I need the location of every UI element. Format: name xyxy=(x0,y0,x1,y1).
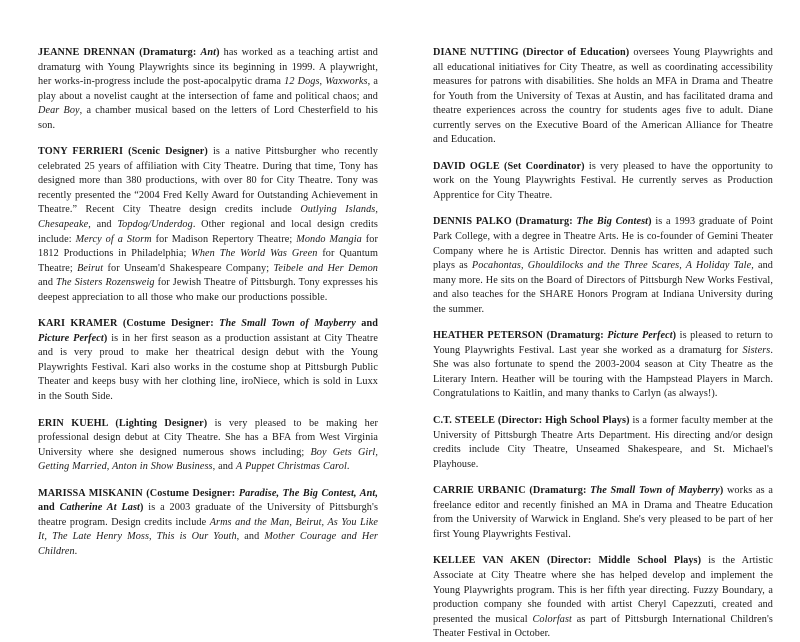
bio-text-run: and xyxy=(38,502,60,514)
bio-name-heading: DIANE NUTTING (Director of Education) xyxy=(433,47,630,58)
bio-text-run: Pocahontas, Ghouldilocks and the Three Scares, A Holiday Tale, xyxy=(471,260,754,272)
bio-text-run: The Sisters Rozensweig xyxy=(56,277,155,289)
bio-paragraph xyxy=(433,46,773,148)
bio-text-run: and xyxy=(355,318,378,330)
bio-name-heading: C.T. STEELE (Director: High School Plays) xyxy=(433,415,630,427)
bio-text-run: 12 Dogs xyxy=(284,76,320,88)
left-column xyxy=(38,46,378,560)
bio-text-run: , a play about a novelist caught at the intersection of fame and political chaos; and xyxy=(38,76,378,102)
bio-text-run: Mother Courage and Her Children xyxy=(38,531,379,557)
bio-text-run: When The World Was Green xyxy=(191,248,318,260)
bio-text-run: has worked as a teaching artist and dramaturg with Young Playwrights since its beginning in 1999. A playwright, her works-in-progress include the post-apocalpytic drama xyxy=(38,47,378,88)
bio-text-run: is in her first season as a production assistant at City Theatre and is very proud to make her theatrical design debut with the Young Playwrights Festival. Kari also works in the costume shop at Pittsburgh Public Theater and keeps busy with her clothing line, iroNiece, which is sold in Luxx in the South Side. xyxy=(38,332,378,403)
bio-text-run: , xyxy=(319,76,326,88)
bio-text-run: oversees Young Playwrights and all educational initiatives for City Theatre, as well as coordinating accessibility measures for patrons with disabilities. She holds an MFA in Drama and Theatre for Youth from the University of Texas at Austin, and has facilitated drama and theatre experiences across the country for students ages five to adult. Diane currently serves on the Executive Board of the American Alliance for Theatre and Education. xyxy=(433,47,773,146)
bio-paragraph xyxy=(38,487,378,560)
bio-paragraph xyxy=(38,46,378,133)
bio-paragraph xyxy=(433,414,773,472)
bio-text-run: ) xyxy=(672,330,677,342)
bio-text-run: . xyxy=(346,461,350,473)
bio-text-run: Beirut xyxy=(77,262,104,274)
bio-name-heading: KARI KRAMER (Costume Designer: xyxy=(38,318,220,330)
bio-text-run: for Unseam'd Shakespeare Company; xyxy=(103,262,274,274)
bio-name-heading: DAVID OGLE (Set Coordinator) xyxy=(433,160,585,172)
bio-text-run: is a 2003 graduate of the University of Pittsburgh's theatre program. Design credits include xyxy=(38,502,379,528)
bio-text-run: for Jewish Theatre of Pittsburgh. Tony expresses his deepest appreciation to all those who make our productions possible. xyxy=(38,277,378,303)
bio-text-run: . She was also fortunate to spend the 2003-2004 season at City Theatre as the Literary Intern. Heather will be touring with the Hampstead Players in March. Congratulations to Kaitlin, and many thanks to Carlyn (as always!). xyxy=(433,344,773,400)
bio-text-run: , and xyxy=(212,461,236,473)
bio-text-run: A Puppet Christmas Carol xyxy=(235,461,347,473)
bio-text-run: Teibele and Her Demon xyxy=(273,262,379,274)
bio-text-run: Dear Boy xyxy=(38,105,80,117)
bio-text-run: The Big Contest xyxy=(576,216,649,228)
bio-text-run: ) xyxy=(103,332,108,344)
bio-name-heading: JEANNE DRENNAN (Dramaturg: xyxy=(38,47,201,58)
bio-columns xyxy=(38,46,775,640)
bio-name-heading: KELLEE VAN AKEN (Director: Middle School Plays) xyxy=(433,555,702,567)
bio-text-run: is a native Pittsburgher who recently celebrated 25 years of affiliation with City Theatre. During that time, Tony has designed more than 380 productions, with over 80 for City Theatre. Tony was recently presented the “2004 Fred Kelly Award for Outstanding Achievement in Theatre.” Recent City Theatre design credits include xyxy=(38,146,378,216)
bio-text-run: and many more. He sits on the Board of Directors of Pittsburgh New Works Festival, and also teaches for the SHARE Honors Program at Indiana University during the summer. xyxy=(433,260,773,315)
bio-paragraph xyxy=(433,215,773,317)
bio-text-run: is a former faculty member at the University of Pittsburgh Theatre Arts Department. His directing and/or design credits include City Theatre, Unseamed Shakespeare, and St. Michael's Playhouse. xyxy=(433,415,773,470)
bio-text-run: Picture Perfect xyxy=(38,332,104,344)
bio-paragraph xyxy=(38,145,378,305)
bio-text-run: is pleased to return to Young Playwrights Festival. Last year she worked as a dramaturg for xyxy=(433,330,773,356)
bio-text-run: Waxworks xyxy=(325,76,368,88)
bio-text-run: The Small Town of Mayberry xyxy=(590,485,720,497)
bio-text-run: Mercy of a Storm xyxy=(75,233,152,245)
bio-text-run: Arms and the Man, Beirut, As You Like It, The Late Henry Moss, This is Our Youth xyxy=(38,516,378,543)
bio-text-run: The Small Town of Mayberry xyxy=(219,318,356,330)
bio-name-heading: HEATHER PETERSON (Dramaturg: xyxy=(433,330,608,342)
bio-name-heading: MARISSA MISKANIN (Costume Designer: xyxy=(38,487,239,499)
bio-name-heading: CARRIE URBANIC (Dramaturg: xyxy=(433,485,591,497)
bio-paragraph xyxy=(433,484,773,542)
bio-paragraph xyxy=(38,317,378,404)
bio-paragraph xyxy=(38,417,378,475)
bio-text-run: , and xyxy=(236,531,265,543)
bio-text-run: for Quantum Theatre; xyxy=(38,248,378,274)
bio-text-run: Picture Perfect xyxy=(607,330,673,342)
bio-name-heading: ERIN KUEHL (Lighting Designer) xyxy=(38,417,208,429)
bio-text-run: Topdog/Underdog xyxy=(117,219,193,231)
bio-text-run: ) xyxy=(216,47,220,58)
bio-text-run: is the Artistic Associate at City Theatre where she has helped develop and implement the Young Playwrights program. This is her fifth year directing. Fuzzy Boundary, a production company she founded with artist Cheryl Capezzuti, created and presented the musical xyxy=(433,555,774,625)
bio-text-run: . xyxy=(74,545,78,557)
bio-text-run: ) xyxy=(648,216,652,228)
bio-text-run: , and xyxy=(88,219,118,231)
bio-text-run: Colorfast xyxy=(532,613,572,625)
bio-text-run: Ant xyxy=(200,47,217,58)
bio-text-run: for Madison Repertory Theatre; xyxy=(151,233,297,245)
bio-text-run: Boy Gets Girl, Getting Married, Anton in Show Business xyxy=(38,446,378,473)
bio-text-run: is a 1993 graduate of Point Park College, with a degree in Theatre Arts. He is co-founder of Gemini Theater Company where he is Artistic Director. Dennis has written and adapted such plays as xyxy=(433,216,774,272)
bio-text-run: Outlying Islands, Chesapeake xyxy=(38,204,378,231)
bio-text-run: works as a freelance editor and recently finished an MA in Drama and Theatre Education from the University of Warwick in England. She's very pleased to be part of her first Young Playwrights Festival. xyxy=(433,485,773,540)
bio-text-run: ) xyxy=(139,502,144,514)
bio-text-run: Mondo Mangia xyxy=(296,233,362,245)
bio-paragraph xyxy=(433,554,773,641)
bio-paragraph xyxy=(433,329,773,402)
bio-name-heading: TONY FERRIERI (Scenic Designer) xyxy=(38,146,208,158)
bio-text-run: as part of Pittsburgh International Children's Theater Festival in October. xyxy=(433,613,773,640)
bio-text-run: and xyxy=(38,277,57,289)
bio-text-run: for 1812 Productions in Philadelphia; xyxy=(38,233,378,260)
right-column xyxy=(433,46,773,642)
bio-text-run: Catherine At Last xyxy=(59,502,140,514)
bio-text-run: is very pleased to be making her professional design debut at City Theatre. She has a BFA from West Virginia University where she designed numerous shows including; xyxy=(38,417,378,458)
bio-text-run: ) xyxy=(719,485,724,497)
bio-text-run: , a chamber musical based on the letters of Lord Chesterfield to his son. xyxy=(38,105,378,131)
bio-text-run: is very pleased to have the opportunity to work on the Young Playwrights Festival. He currently serves as Production Apprentice for City Theatre. xyxy=(433,160,773,201)
bio-text-run: . Other regional and local design credits include: xyxy=(38,219,378,245)
bio-paragraph xyxy=(433,160,773,204)
bio-name-heading: DENNIS PALKO (Dramaturg: xyxy=(433,216,577,228)
bio-text-run: Sisters xyxy=(742,344,771,356)
bio-text-run: Paradise, The Big Contest, Ant, xyxy=(238,487,378,499)
